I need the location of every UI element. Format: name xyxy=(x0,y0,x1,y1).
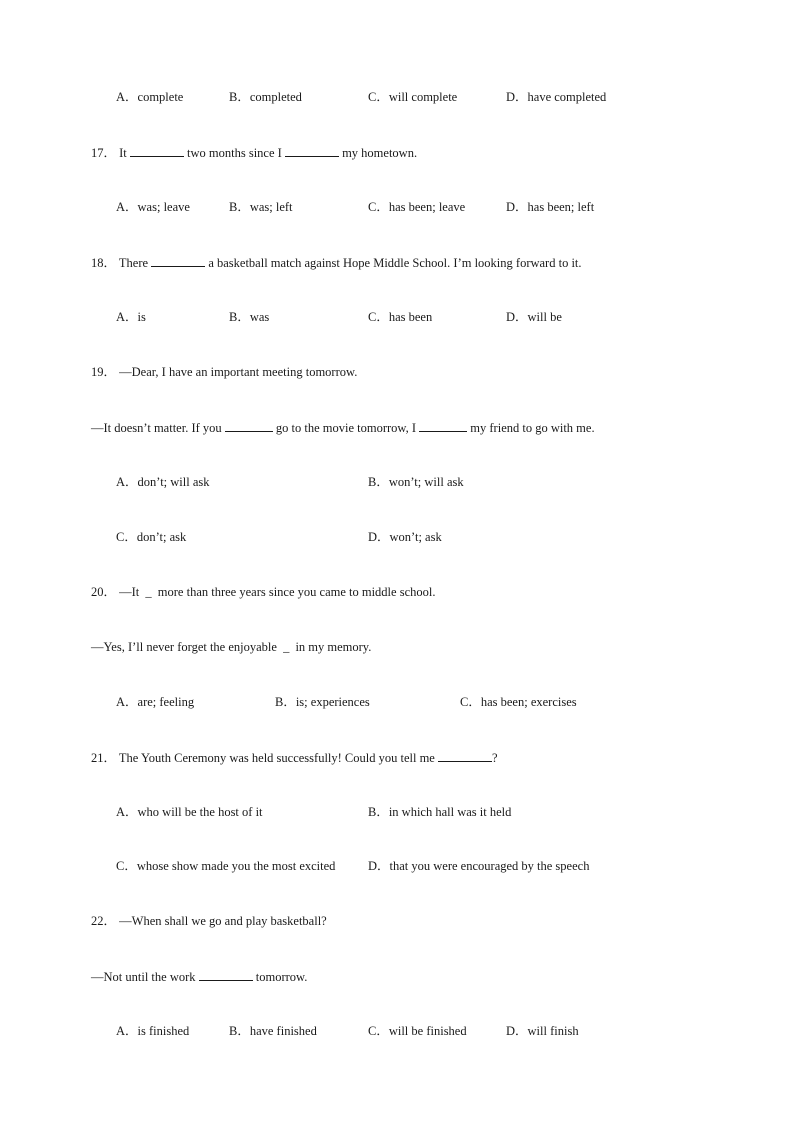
stem-text: It xyxy=(119,146,127,160)
stem-text: two months since I xyxy=(187,146,282,160)
q20-option-b[interactable]: B．is; experiences xyxy=(275,695,370,709)
answer-blank xyxy=(151,254,205,267)
q18-option-c[interactable]: C．has been xyxy=(368,310,433,324)
q16-option-d[interactable]: D．have completed xyxy=(506,90,607,104)
stem-text: There xyxy=(118,256,149,270)
q19-stem-line2 xyxy=(91,419,595,436)
answer-blank xyxy=(419,419,467,432)
stem-text: tomorrow. xyxy=(255,970,308,984)
q22-stem xyxy=(91,913,327,929)
q22-option-b[interactable]: B．have finished xyxy=(229,1024,317,1038)
question-number: 22． xyxy=(91,914,117,928)
q17-stem xyxy=(91,144,417,161)
q16-option-a[interactable]: A．complete xyxy=(116,90,184,104)
q22-stem-line2 xyxy=(91,968,307,985)
stem-text: a basketball match against Hope Middle School. I’m looking forward to it. xyxy=(208,256,582,270)
question-number: 21． xyxy=(91,751,117,765)
q20-stem-line2 xyxy=(91,639,371,655)
answer-blank xyxy=(225,419,273,432)
question-number: 18． xyxy=(91,256,117,270)
q17-option-b[interactable]: B．was; left xyxy=(229,200,293,214)
question-number: 17． xyxy=(91,146,117,160)
stem-text: my hometown. xyxy=(342,146,418,160)
q17-option-c[interactable]: C．has been; leave xyxy=(368,200,466,214)
q18-option-b[interactable]: B．was xyxy=(229,310,270,324)
q21-stem xyxy=(91,749,498,766)
stem-text: —Not until the work xyxy=(91,970,196,984)
q22-option-c[interactable]: C．will be finished xyxy=(368,1024,467,1038)
stem-text: —When shall we go and play basketball? xyxy=(119,914,327,928)
stem-text: The Youth Ceremony was held successfully! Could you tell me xyxy=(118,751,435,765)
answer-blank xyxy=(285,144,339,157)
q17-option-d[interactable]: D．has been; left xyxy=(506,200,595,214)
q20-stem xyxy=(91,584,435,600)
stem-text: —It xyxy=(119,585,140,599)
q16-option-b[interactable]: B．completed xyxy=(229,90,302,104)
q18-stem xyxy=(91,254,582,271)
answer-blank xyxy=(438,749,492,762)
q20-option-c[interactable]: C．has been; exercises xyxy=(460,695,577,709)
q22-option-a[interactable]: A．is finished xyxy=(116,1024,190,1038)
q22-option-d[interactable]: D．will finish xyxy=(506,1024,579,1038)
q21-option-b[interactable]: B．in which hall was it held xyxy=(368,805,512,819)
q19-option-d[interactable]: D．won’t; ask xyxy=(368,530,442,544)
q19-stem xyxy=(91,364,357,380)
answer-blank: _ xyxy=(145,585,152,599)
q19-option-a[interactable]: A．don’t; will ask xyxy=(116,475,210,489)
stem-text: —It doesn’t matter. If you xyxy=(91,421,222,435)
stem-text: my friend to go with me. xyxy=(470,421,595,435)
answer-blank xyxy=(130,144,184,157)
stem-text: —Yes, I’ll never forget the enjoyable xyxy=(91,640,277,654)
q21-option-c[interactable]: C．whose show made you the most excited xyxy=(116,859,336,873)
stem-text: more than three years since you came to middle school. xyxy=(157,585,436,599)
q21-option-d[interactable]: D．that you were encouraged by the speech xyxy=(368,859,590,873)
q16-option-c[interactable]: C．will complete xyxy=(368,90,458,104)
q18-option-d[interactable]: D．will be xyxy=(506,310,562,324)
question-number: 20． xyxy=(91,585,117,599)
answer-blank: _ xyxy=(283,640,290,654)
q20-option-a[interactable]: A．are; feeling xyxy=(116,695,195,709)
q19-option-b[interactable]: B．won’t; will ask xyxy=(368,475,464,489)
q18-option-a[interactable]: A．is xyxy=(116,310,146,324)
stem-text: ? xyxy=(491,751,498,765)
q17-option-a[interactable]: A．was; leave xyxy=(116,200,190,214)
answer-blank xyxy=(199,968,253,981)
question-number: 19． xyxy=(91,365,117,379)
stem-text: in my memory. xyxy=(295,640,372,654)
q21-option-a[interactable]: A．who will be the host of it xyxy=(116,805,263,819)
stem-text: —Dear, I have an important meeting tomorrow. xyxy=(119,365,358,379)
q19-option-c[interactable]: C．don’t; ask xyxy=(116,530,187,544)
stem-text: go to the movie tomorrow, I xyxy=(275,421,417,435)
